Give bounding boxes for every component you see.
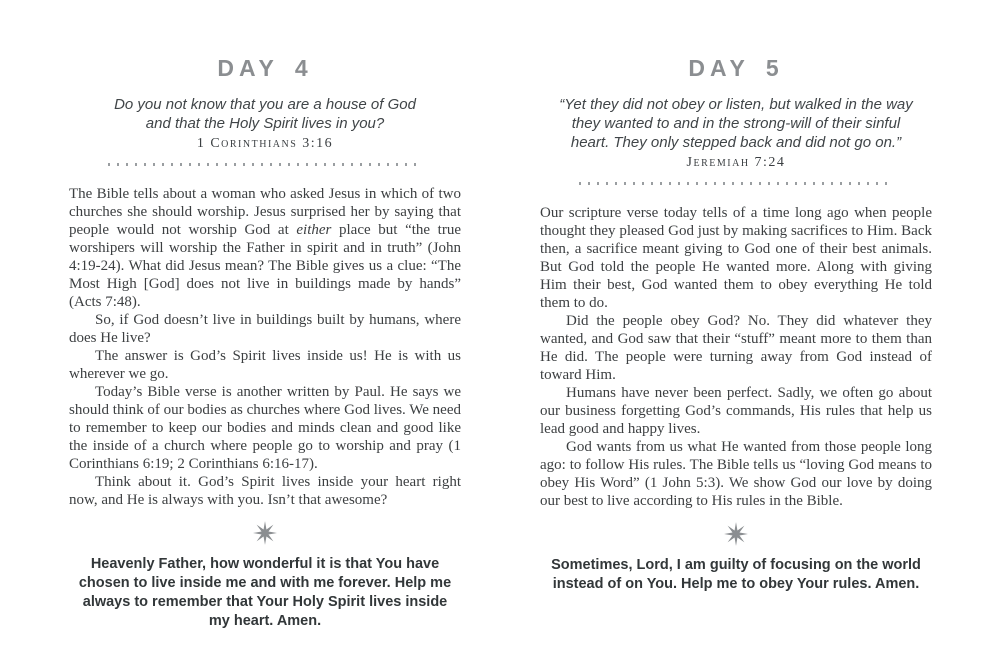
verse-line: “Yet they did not obey or listen, but walked in the way [559, 96, 913, 113]
body-paragraph: So, if God doesn’t live in buildings built by humans, where does He live? [69, 312, 461, 346]
verse-line: heart. They only stepped back and did not go on.” [570, 134, 902, 151]
scripture-reference: Jeremiah 7:24 [686, 155, 786, 170]
body-paragraph: The answer is God’s Spirit lives inside us! He is with us wherever we go. [69, 348, 461, 382]
verse-line: Do you not know that you are a house of God [114, 96, 416, 113]
day-heading: DAY 5 [688, 55, 784, 81]
eight-point-star-icon [723, 521, 749, 547]
page-day-5 [540, 56, 932, 594]
dotted-divider [108, 163, 422, 166]
body-paragraph: Humans have never been perfect. Sadly, we often go about our business forgetting God’s commands, His rules that help us lead good and happy lives. [540, 385, 932, 437]
scripture-reference: 1 Corinthians 3:16 [196, 136, 334, 151]
body-paragraph: Think about it. God’s Spirit lives inside your heart right now, and He is always with you. Isn’t that awesome? [69, 474, 461, 508]
body-paragraph: Did the people obey God? No. They did whatever they wanted, and God saw that their “stuff” meant more to them than He did. The people were turning away from God instead of toward Him. [540, 313, 932, 383]
star-divider [540, 521, 932, 547]
body-paragraph: The Bible tells about a woman who asked Jesus in which of two churches she should worship. Jesus surprised her by saying that people would not worship God at either place but “the true worshipers will worship the Father in spirit and in truth” (John 4:19-24). What did Jesus mean? The Bible gives us a clue: “The Most High [God] does not live in buildings made by hands” (Acts 7:48). [69, 186, 461, 310]
body-paragraph: Today’s Bible verse is another written by Paul. He says we should think of our bodies as churches where God lives. We need to remember to keep our bodies and minds clean and good like the inside of a church where people go to worship and pray (1 Corinthians 6:19; 2 Corinthians 6:16-17). [69, 384, 461, 472]
body-paragraph: God wants from us what He wanted from those people long ago: to follow His rules. The Bible tells us “loving God means to obey His Word” (1 John 5:3). We show God our love by doing our best to live according to His rules in the Bible. [540, 439, 932, 509]
body-paragraph: Our scripture verse today tells of a time long ago when people thought they pleased God just by making sacrifices to Him. Back then, a sacrifice meant giving to God one of their best animals. But God told the people He wanted more. Along with giving Him their best, God wanted them to obey everything He told them to do. [540, 205, 932, 311]
scripture-verse [540, 95, 932, 152]
star-divider [69, 520, 461, 546]
eight-point-star-icon [252, 520, 278, 546]
dotted-divider [579, 182, 893, 185]
devotion-body [69, 185, 461, 509]
verse-line: they wanted to and in the strong-will of their sinful [571, 115, 901, 132]
page-day-4 [69, 56, 461, 631]
devotion-body [540, 204, 932, 510]
verse-line: and that the Holy Spirit lives in you? [145, 115, 385, 132]
scripture-verse [69, 95, 461, 133]
day-heading: DAY 4 [217, 55, 313, 81]
prayer-text: Sometimes, Lord, I am guilty of focusing on the world instead of on You. Help me to obey Your rules. Amen. [551, 557, 921, 592]
prayer-text: Heavenly Father, how wonderful it is that You have chosen to live inside me and with me forever. Help me always to remember that Your Holy Spirit lives inside my heart. Amen. [78, 556, 452, 629]
